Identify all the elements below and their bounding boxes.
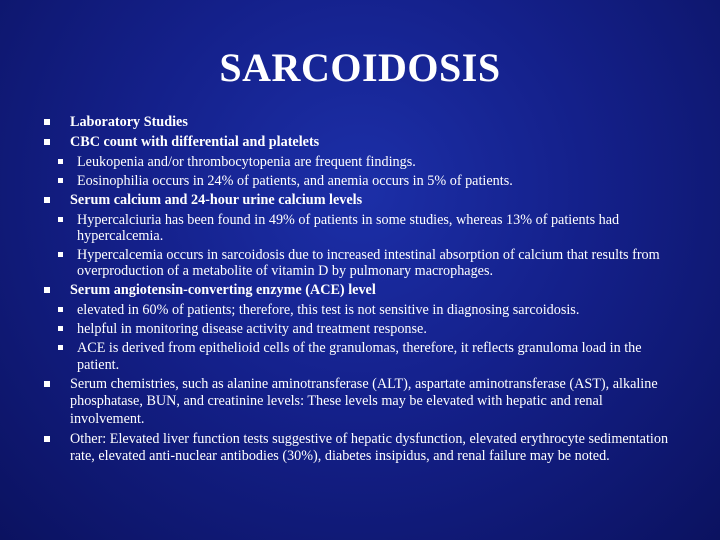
bullet-serum-ace bbox=[44, 282, 680, 300]
bullet-cbc-count bbox=[44, 134, 680, 152]
bullet-other bbox=[44, 431, 680, 466]
sub-bullet-item bbox=[44, 321, 680, 337]
square-bullet-icon bbox=[58, 326, 63, 331]
sub-bullet-list bbox=[44, 212, 680, 280]
bullet-text: Other: Elevated liver function tests suggestive of hepatic dysfunction, elevated erythrocyte sedimentation rate, elevated anti-nuclear antibodies (30%), diabetes insipidus, and renal failure may be noted. bbox=[70, 430, 669, 465]
square-bullet-icon bbox=[58, 178, 63, 183]
bullet-text: Laboratory Studies bbox=[70, 114, 188, 130]
bullet-text: CBC count with differential and platelets bbox=[70, 133, 320, 150]
bullet-serum-calcium bbox=[44, 192, 680, 210]
square-bullet-icon bbox=[44, 436, 50, 442]
sub-bullet-text: ACE is derived from epithelioid cells of the granulomas, therefore, it reflects granuloma load in the patient. bbox=[77, 340, 642, 373]
sub-bullet-list bbox=[44, 302, 680, 373]
sub-bullet-text: Hypercalciuria has been found in 49% of patients in some studies, whereas 13% of patients had hypercalcemia. bbox=[77, 211, 620, 245]
sub-bullet-text: helpful in monitoring disease activity and treatment response. bbox=[77, 321, 427, 338]
sub-bullet-item bbox=[44, 173, 680, 189]
square-bullet-icon bbox=[44, 381, 50, 387]
sub-bullet-item bbox=[44, 154, 680, 170]
bullet-text: Serum chemistries, such as alanine aminotransferase (ALT), aspartate aminotransferase (AST), alkaline phosphatase, BUN, and creatinine levels: These levels may be elevated with hepatic and renal involvement. bbox=[70, 375, 658, 427]
square-bullet-icon bbox=[44, 287, 50, 293]
sub-bullet-item bbox=[44, 247, 680, 280]
bullet-serum-chemistries bbox=[44, 376, 680, 429]
sub-bullet-item bbox=[44, 212, 680, 245]
square-bullet-icon bbox=[44, 197, 50, 203]
square-bullet-icon bbox=[58, 217, 63, 222]
sub-bullet-text: Hypercalcemia occurs in sarcoidosis due to increased intestinal absorption of calcium that results from overproduction of a metabolite of vitamin D by pulmonary macrophages. bbox=[77, 247, 660, 280]
sub-bullet-text: Leukopenia and/or thrombocytopenia are frequent findings. bbox=[77, 153, 416, 170]
bullet-text: Serum angiotensin-converting enzyme (ACE) level bbox=[70, 282, 376, 299]
slide-title: SARCOIDOSIS bbox=[219, 45, 501, 90]
square-bullet-icon bbox=[58, 252, 63, 257]
sub-bullet-item bbox=[44, 302, 680, 318]
square-bullet-icon bbox=[44, 119, 50, 125]
bullet-text: Serum calcium and 24-hour urine calcium levels bbox=[70, 191, 363, 208]
square-bullet-icon bbox=[58, 307, 63, 312]
sub-bullet-list bbox=[44, 154, 680, 189]
sub-bullet-text: Eosinophilia occurs in 24% of patients, and anemia occurs in 5% of patients. bbox=[77, 172, 513, 189]
square-bullet-icon bbox=[58, 159, 63, 164]
slide-content bbox=[44, 114, 680, 468]
sub-bullet-text: elevated in 60% of patients; therefore, this test is not sensitive in diagnosing sarcoidosis. bbox=[77, 302, 580, 319]
bullet-laboratory-studies bbox=[44, 114, 680, 132]
square-bullet-icon bbox=[58, 345, 63, 350]
sub-bullet-item bbox=[44, 340, 680, 373]
square-bullet-icon bbox=[44, 139, 50, 145]
